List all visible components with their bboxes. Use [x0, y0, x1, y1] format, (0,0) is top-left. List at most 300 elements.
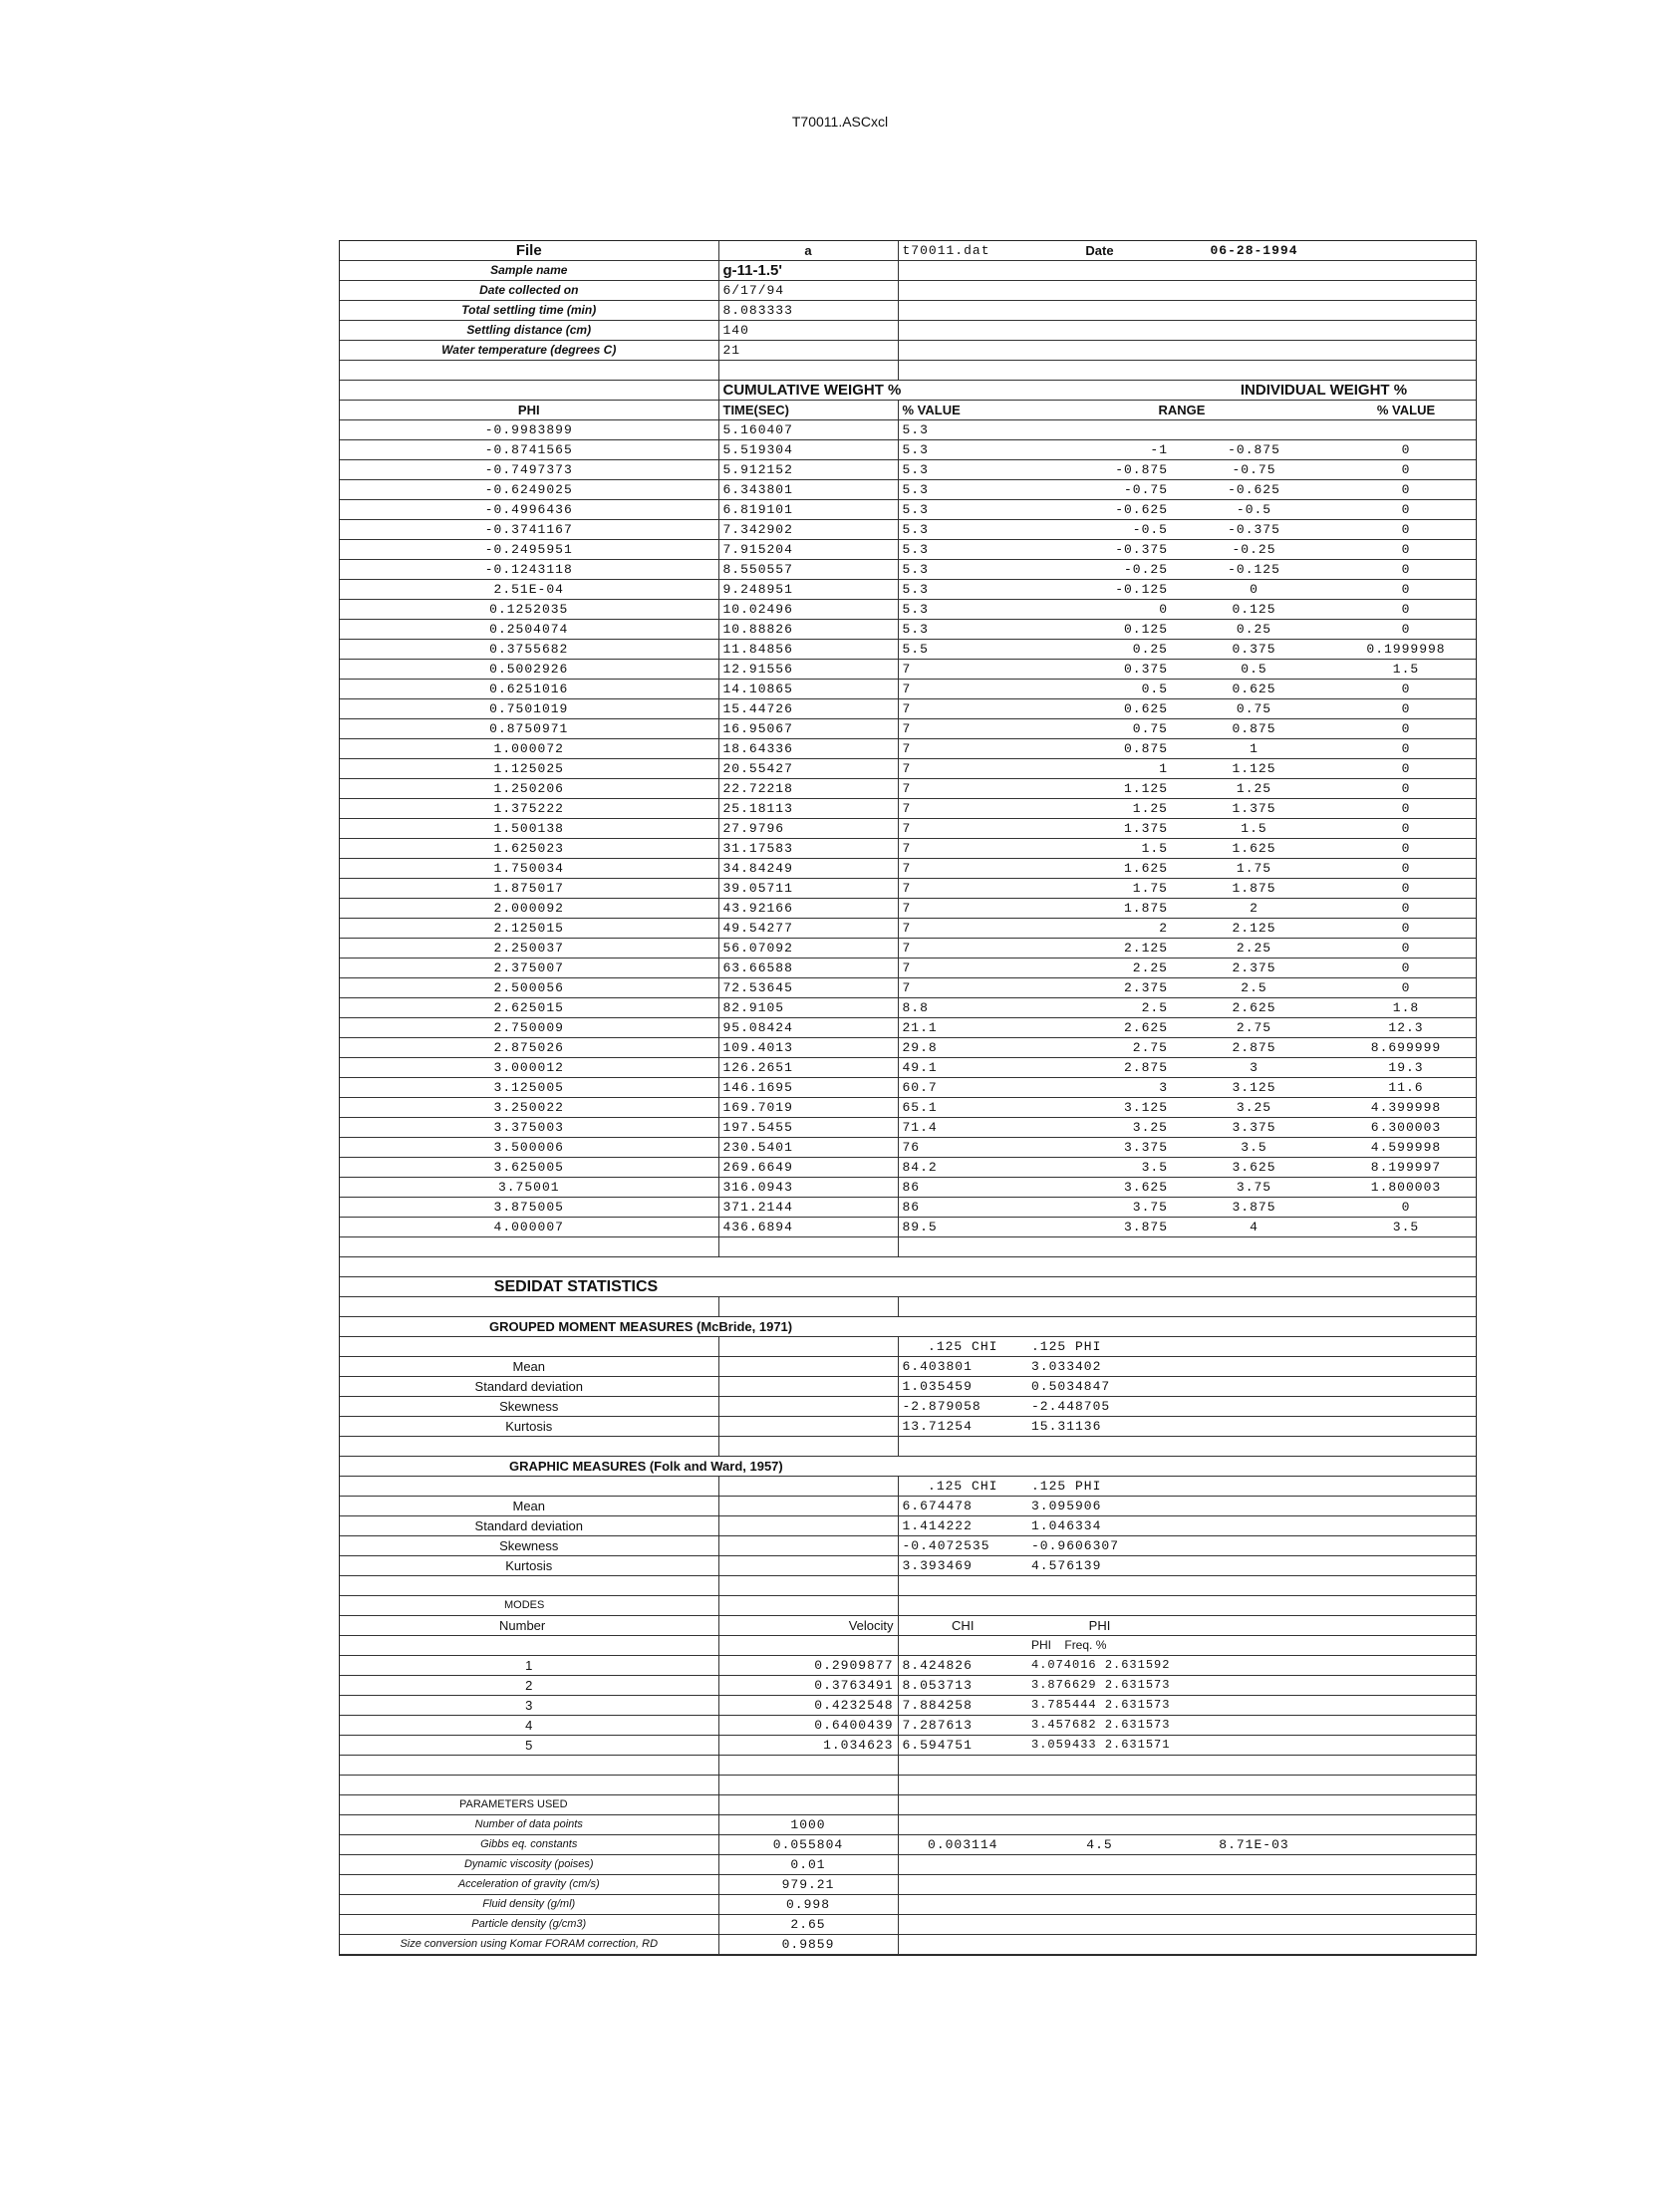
empty-cell	[340, 1477, 718, 1497]
range-end: 1.875	[1172, 879, 1336, 899]
spacer-row	[340, 1237, 1476, 1257]
date-collected: 6/17/94	[718, 281, 898, 301]
table-row	[340, 779, 1476, 799]
range-end: 2.25	[1172, 939, 1336, 959]
individual-value: 0	[1336, 739, 1476, 759]
table-row	[340, 1855, 1476, 1875]
weight-column-header	[340, 401, 1476, 420]
mode-velocity: 0.6400439	[718, 1716, 898, 1736]
mode-freq: 2.631571	[1104, 1738, 1171, 1752]
empty-cell	[898, 281, 1476, 301]
table-row	[340, 719, 1476, 739]
mode-velocity: 0.4232548	[718, 1696, 898, 1716]
cumulative-value: 5.3	[898, 620, 1027, 640]
empty-cell	[718, 1776, 898, 1795]
cumulative-value: 5.3	[898, 540, 1027, 560]
range-end: 3.625	[1172, 1158, 1336, 1178]
phi-value: 3.375003	[340, 1118, 718, 1138]
mode-phi-freq	[1027, 1736, 1172, 1756]
range-start: 2.375	[1027, 978, 1172, 998]
time-value: 7.915204	[718, 540, 898, 560]
empty-cell	[340, 1337, 718, 1357]
range-end: 1	[1172, 739, 1336, 759]
modes-title: MODES	[340, 1596, 718, 1616]
empty-cell	[1172, 1357, 1476, 1377]
table-row	[340, 998, 1476, 1018]
moment-header-row	[340, 1337, 1476, 1357]
table-row	[340, 580, 1476, 600]
empty-cell	[898, 301, 1476, 321]
range-end: 3.875	[1172, 1198, 1336, 1218]
range-end: 1.375	[1172, 799, 1336, 819]
empty-cell	[718, 1516, 898, 1536]
individual-value: 0	[1336, 600, 1476, 620]
table-row	[340, 1895, 1476, 1915]
individual-value: 0	[1336, 480, 1476, 500]
phi-value: -0.8741565	[340, 440, 718, 460]
moment-rows	[340, 1357, 1476, 1437]
table-row	[340, 959, 1476, 978]
phi-value: 1.125025	[340, 759, 718, 779]
cumulative-value: 5.3	[898, 460, 1027, 480]
stat-chi-value: 1.414222	[898, 1516, 1027, 1536]
range-start: -0.375	[1027, 540, 1172, 560]
cumulative-value: 5.3	[898, 420, 1027, 440]
spreadsheet	[339, 240, 1477, 1956]
empty-cell	[718, 1337, 898, 1357]
cumulative-value: 8.8	[898, 998, 1027, 1018]
param-label: Fluid density (g/ml)	[340, 1895, 718, 1915]
cumulative-value: 5.3	[898, 500, 1027, 520]
range-end: 3	[1172, 1058, 1336, 1078]
empty-cell	[718, 361, 898, 381]
mode-phi-freq	[1027, 1716, 1172, 1736]
graphic-col-phi: .125 PHI	[1027, 1477, 1172, 1497]
range-start: 0.625	[1027, 699, 1172, 719]
cumulative-value: 7	[898, 978, 1027, 998]
empty-cell	[340, 381, 718, 401]
individual-value: 4.399998	[1336, 1098, 1476, 1118]
param-value: 0.9859	[718, 1935, 898, 1955]
graphic-col-chi: .125 CHI	[898, 1477, 1027, 1497]
time-value: 230.5401	[718, 1138, 898, 1158]
range-end: 2.5	[1172, 978, 1336, 998]
stat-chi-value: 6.674478	[898, 1497, 1027, 1516]
time-value: 11.84856	[718, 640, 898, 660]
phi-value: 0.8750971	[340, 719, 718, 739]
range-end: 2.625	[1172, 998, 1336, 1018]
mode-chi: 7.287613	[898, 1716, 1027, 1736]
empty-cell	[1336, 1875, 1476, 1895]
cumulative-value: 7	[898, 799, 1027, 819]
range-start: 0	[1027, 600, 1172, 620]
phi-value: 3.75001	[340, 1178, 718, 1198]
range-start: 3.375	[1027, 1138, 1172, 1158]
empty-cell	[718, 1596, 898, 1616]
range-end: 3.125	[1172, 1078, 1336, 1098]
params-title: PARAMETERS USED	[340, 1795, 718, 1815]
water-temp-label: Water temperature (degrees C)	[340, 341, 718, 361]
settling-time-row	[340, 301, 1476, 321]
mode-number: 1	[340, 1656, 718, 1676]
individual-value: 3.5	[1336, 1218, 1476, 1237]
data-table	[340, 241, 1476, 1955]
range-start: -0.25	[1027, 560, 1172, 580]
phi-value: 2.000092	[340, 899, 718, 919]
phi-value: 4.000007	[340, 1218, 718, 1237]
phi-value: -0.6249025	[340, 480, 718, 500]
settling-time-label: Total settling time (min)	[340, 301, 718, 321]
empty-cell	[718, 1397, 898, 1417]
mode-phi-freq	[1027, 1696, 1172, 1716]
time-value: 146.1695	[718, 1078, 898, 1098]
mode-number: 4	[340, 1716, 718, 1736]
stat-label: Skewness	[340, 1397, 718, 1417]
sample-name-row	[340, 261, 1476, 281]
time-value: 109.4013	[718, 1038, 898, 1058]
param-value-2	[898, 1875, 1027, 1895]
range-start: -0.625	[1027, 500, 1172, 520]
empty-cell	[718, 1417, 898, 1437]
stat-label: Kurtosis	[340, 1556, 718, 1576]
empty-cell	[718, 1237, 898, 1257]
phi-value: 0.6251016	[340, 680, 718, 699]
empty-cell	[1027, 381, 1172, 401]
range-start: 0.875	[1027, 739, 1172, 759]
empty-cell	[898, 1795, 1476, 1815]
empty-cell	[340, 1257, 1476, 1277]
stat-chi-value: 13.71254	[898, 1417, 1027, 1437]
param-value-2	[898, 1935, 1027, 1955]
range-end: 3.25	[1172, 1098, 1336, 1118]
empty-cell	[718, 1756, 898, 1776]
empty-cell	[1336, 1895, 1476, 1915]
settling-time: 8.083333	[718, 301, 898, 321]
range-end: 1.5	[1172, 819, 1336, 839]
cumulative-value: 7	[898, 919, 1027, 939]
mode-phi: 4.074016	[1031, 1658, 1097, 1672]
mode-phi-freq	[1027, 1676, 1172, 1696]
weight-section-header	[340, 381, 1476, 401]
range-end: 0.75	[1172, 699, 1336, 719]
table-row	[340, 1676, 1476, 1696]
table-row	[340, 540, 1476, 560]
individual-value: 0	[1336, 680, 1476, 699]
empty-cell	[898, 361, 1476, 381]
range-start: 2.75	[1027, 1038, 1172, 1058]
empty-cell	[898, 1277, 1476, 1297]
graphic-rows	[340, 1497, 1476, 1576]
mode-phi: 3.059433	[1031, 1738, 1097, 1752]
cumulative-value: 89.5	[898, 1218, 1027, 1237]
phi-value: 3.000012	[340, 1058, 718, 1078]
cumulative-value: 7	[898, 839, 1027, 859]
individual-value: 0	[1336, 759, 1476, 779]
stat-phi-value: 0.5034847	[1027, 1377, 1172, 1397]
range-start: 2.25	[1027, 959, 1172, 978]
empty-cell	[1172, 1676, 1476, 1696]
param-value: 0.998	[718, 1895, 898, 1915]
cumulative-value: 76	[898, 1138, 1027, 1158]
time-value: 10.88826	[718, 620, 898, 640]
cumulative-value: 5.3	[898, 600, 1027, 620]
param-label: Gibbs eq. constants	[340, 1835, 718, 1855]
time-value: 6.819101	[718, 500, 898, 520]
individual-value: 8.699999	[1336, 1038, 1476, 1058]
stat-chi-value: 1.035459	[898, 1377, 1027, 1397]
individual-value: 0	[1336, 620, 1476, 640]
mode-number: 3	[340, 1696, 718, 1716]
date-collected-label: Date collected on	[340, 281, 718, 301]
param-value-3	[1027, 1815, 1172, 1835]
individual-value: 8.199997	[1336, 1158, 1476, 1178]
individual-value: 0	[1336, 580, 1476, 600]
table-row	[340, 819, 1476, 839]
range-end: 2.75	[1172, 1018, 1336, 1038]
cumulative-value: 5.3	[898, 520, 1027, 540]
range-end: 2.125	[1172, 919, 1336, 939]
empty-cell	[340, 1297, 718, 1317]
empty-cell	[1172, 1536, 1476, 1556]
stat-phi-value: 4.576139	[1027, 1556, 1172, 1576]
param-label: Acceleration of gravity (cm/s)	[340, 1875, 718, 1895]
phi-value: -0.1243118	[340, 560, 718, 580]
range-end: -0.25	[1172, 540, 1336, 560]
table-row	[340, 1516, 1476, 1536]
table-row	[340, 1736, 1476, 1756]
range-end: -0.875	[1172, 440, 1336, 460]
stat-phi-value: 1.046334	[1027, 1516, 1172, 1536]
empty-cell	[1336, 1855, 1476, 1875]
modes-col-number: Number	[340, 1616, 718, 1636]
empty-cell	[1336, 241, 1476, 261]
moment-title-row	[340, 1317, 1476, 1337]
empty-cell	[1172, 1696, 1476, 1716]
table-row	[340, 1138, 1476, 1158]
spacer-row	[340, 1297, 1476, 1317]
param-value: 0.01	[718, 1855, 898, 1875]
table-row	[340, 1018, 1476, 1038]
time-value: 25.18113	[718, 799, 898, 819]
cumulative-value: 7	[898, 759, 1027, 779]
cumulative-value: 86	[898, 1178, 1027, 1198]
range-end: 2.375	[1172, 959, 1336, 978]
time-value: 95.08424	[718, 1018, 898, 1038]
range-end: 1.25	[1172, 779, 1336, 799]
params-header-body	[340, 1756, 1476, 1815]
empty-cell	[718, 1377, 898, 1397]
table-row	[340, 420, 1476, 440]
range-end: 1.75	[1172, 859, 1336, 879]
empty-cell	[1172, 1477, 1476, 1497]
time-value: 16.95067	[718, 719, 898, 739]
mode-phi: 3.876629	[1031, 1678, 1097, 1692]
mode-freq: 2.631573	[1104, 1698, 1171, 1712]
individual-value: 0	[1336, 699, 1476, 719]
time-value: 72.53645	[718, 978, 898, 998]
empty-cell	[898, 1317, 1476, 1337]
range-start: 1.5	[1027, 839, 1172, 859]
param-value-3	[1027, 1875, 1172, 1895]
time-value: 15.44726	[718, 699, 898, 719]
empty-cell	[718, 1357, 898, 1377]
mode-number: 5	[340, 1736, 718, 1756]
mode-velocity: 0.2909877	[718, 1656, 898, 1676]
individual-value: 0	[1336, 959, 1476, 978]
table-row	[340, 919, 1476, 939]
moment-col-chi: .125 CHI	[898, 1337, 1027, 1357]
param-label: Particle density (g/cm3)	[340, 1915, 718, 1935]
empty-cell	[1172, 1497, 1476, 1516]
range-end	[1172, 420, 1336, 440]
table-row	[340, 660, 1476, 680]
individual-value: 0	[1336, 839, 1476, 859]
time-value: 5.160407	[718, 420, 898, 440]
cumulative-value: 21.1	[898, 1018, 1027, 1038]
empty-cell	[1336, 1915, 1476, 1935]
empty-cell	[718, 1556, 898, 1576]
graphic-title-row	[340, 1457, 1476, 1477]
stat-label: Standard deviation	[340, 1377, 718, 1397]
empty-cell	[340, 1776, 718, 1795]
phi-value: -0.2495951	[340, 540, 718, 560]
individual-value: 11.6	[1336, 1078, 1476, 1098]
table-row	[340, 1656, 1476, 1676]
range-start: 0.125	[1027, 620, 1172, 640]
range-start: 2.625	[1027, 1018, 1172, 1038]
mode-phi: 3.785444	[1031, 1698, 1097, 1712]
range-end: -0.125	[1172, 560, 1336, 580]
date-label: Date	[1027, 241, 1172, 261]
modes-header-body	[340, 1576, 1476, 1656]
cumulative-value: 7	[898, 660, 1027, 680]
modes-col-freq: Freq. %	[1064, 1638, 1107, 1652]
individual-value: 0	[1336, 440, 1476, 460]
cumulative-value: 7	[898, 739, 1027, 759]
range-start: 3.75	[1027, 1198, 1172, 1218]
individual-value: 0	[1336, 779, 1476, 799]
individual-value: 0	[1336, 540, 1476, 560]
phi-value: 1.750034	[340, 859, 718, 879]
individual-value: 6.300003	[1336, 1118, 1476, 1138]
time-value: 10.02496	[718, 600, 898, 620]
stat-chi-value: -0.4072535	[898, 1536, 1027, 1556]
range-start: 3.5	[1027, 1158, 1172, 1178]
table-row	[340, 1915, 1476, 1935]
param-value-4	[1172, 1855, 1336, 1875]
param-value-3	[1027, 1895, 1172, 1915]
mode-chi: 7.884258	[898, 1696, 1027, 1716]
table-row	[340, 1696, 1476, 1716]
phi-value: -0.7497373	[340, 460, 718, 480]
phi-value: 3.250022	[340, 1098, 718, 1118]
range-start: 1.25	[1027, 799, 1172, 819]
empty-cell	[898, 261, 1476, 281]
range-end: -0.625	[1172, 480, 1336, 500]
mode-velocity: 0.3763491	[718, 1676, 898, 1696]
stat-phi-value: -0.9606307	[1027, 1536, 1172, 1556]
empty-cell	[718, 1297, 898, 1317]
table-row	[340, 1536, 1476, 1556]
cumulative-value: 84.2	[898, 1158, 1027, 1178]
table-row	[340, 899, 1476, 919]
empty-cell	[898, 1776, 1476, 1795]
table-row	[340, 460, 1476, 480]
range-end: 0.5	[1172, 660, 1336, 680]
stat-label: Standard deviation	[340, 1516, 718, 1536]
cumulative-value: 29.8	[898, 1038, 1027, 1058]
table-row	[340, 680, 1476, 699]
stats-title-row	[340, 1277, 1476, 1297]
empty-cell	[340, 1437, 718, 1457]
empty-cell	[1172, 1337, 1476, 1357]
param-value: 979.21	[718, 1875, 898, 1895]
empty-cell	[898, 1596, 1476, 1616]
spacer-row	[340, 1437, 1476, 1457]
graphic-title: GRAPHIC MEASURES (Folk and Ward, 1957)	[340, 1457, 898, 1477]
cumulative-value: 7	[898, 879, 1027, 899]
empty-cell	[898, 1576, 1476, 1596]
param-value-3	[1027, 1915, 1172, 1935]
empty-cell	[1172, 1377, 1476, 1397]
individual-value: 0	[1336, 500, 1476, 520]
range-end: 3.75	[1172, 1178, 1336, 1198]
individual-value: 0	[1336, 719, 1476, 739]
phi-value: 2.750009	[340, 1018, 718, 1038]
weight-rows	[340, 420, 1476, 1237]
table-row	[340, 1397, 1476, 1417]
time-value: 269.6649	[718, 1158, 898, 1178]
phi-value: 1.250206	[340, 779, 718, 799]
empty-cell	[898, 1636, 1027, 1656]
param-value-2: 0.003114	[898, 1835, 1027, 1855]
individual-title: INDIVIDUAL WEIGHT %	[1172, 381, 1476, 401]
phi-value: 3.875005	[340, 1198, 718, 1218]
individual-value: 0	[1336, 919, 1476, 939]
cumulative-value: 5.3	[898, 480, 1027, 500]
empty-cell	[718, 1437, 898, 1457]
mode-phi-freq	[1027, 1656, 1172, 1676]
phi-value: 1.375222	[340, 799, 718, 819]
time-value: 39.05711	[718, 879, 898, 899]
time-value: 9.248951	[718, 580, 898, 600]
param-label: Number of data points	[340, 1815, 718, 1835]
table-row	[340, 1357, 1476, 1377]
moment-title: GROUPED MOMENT MEASURES (McBride, 1971)	[340, 1317, 898, 1337]
cumulative-value: 7	[898, 680, 1027, 699]
phi-value: -0.3741167	[340, 520, 718, 540]
phi-value: 0.1252035	[340, 600, 718, 620]
table-row	[340, 1556, 1476, 1576]
range-start: 3.125	[1027, 1098, 1172, 1118]
range-start: 2.875	[1027, 1058, 1172, 1078]
spacer-row	[340, 1576, 1476, 1596]
time-value: 20.55427	[718, 759, 898, 779]
table-row	[340, 620, 1476, 640]
range-start: 1.875	[1027, 899, 1172, 919]
time-value: 18.64336	[718, 739, 898, 759]
range-start: 2.125	[1027, 939, 1172, 959]
table-row	[340, 859, 1476, 879]
empty-cell	[718, 1636, 898, 1656]
param-value-3: 4.5	[1027, 1835, 1172, 1855]
modes-header-row	[340, 1616, 1476, 1636]
phi-value: 3.500006	[340, 1138, 718, 1158]
cumulative-value: 5.3	[898, 580, 1027, 600]
time-value: 371.2144	[718, 1198, 898, 1218]
settling-distance-label: Settling distance (cm)	[340, 321, 718, 341]
modes-col-velocity: Velocity	[718, 1616, 898, 1636]
